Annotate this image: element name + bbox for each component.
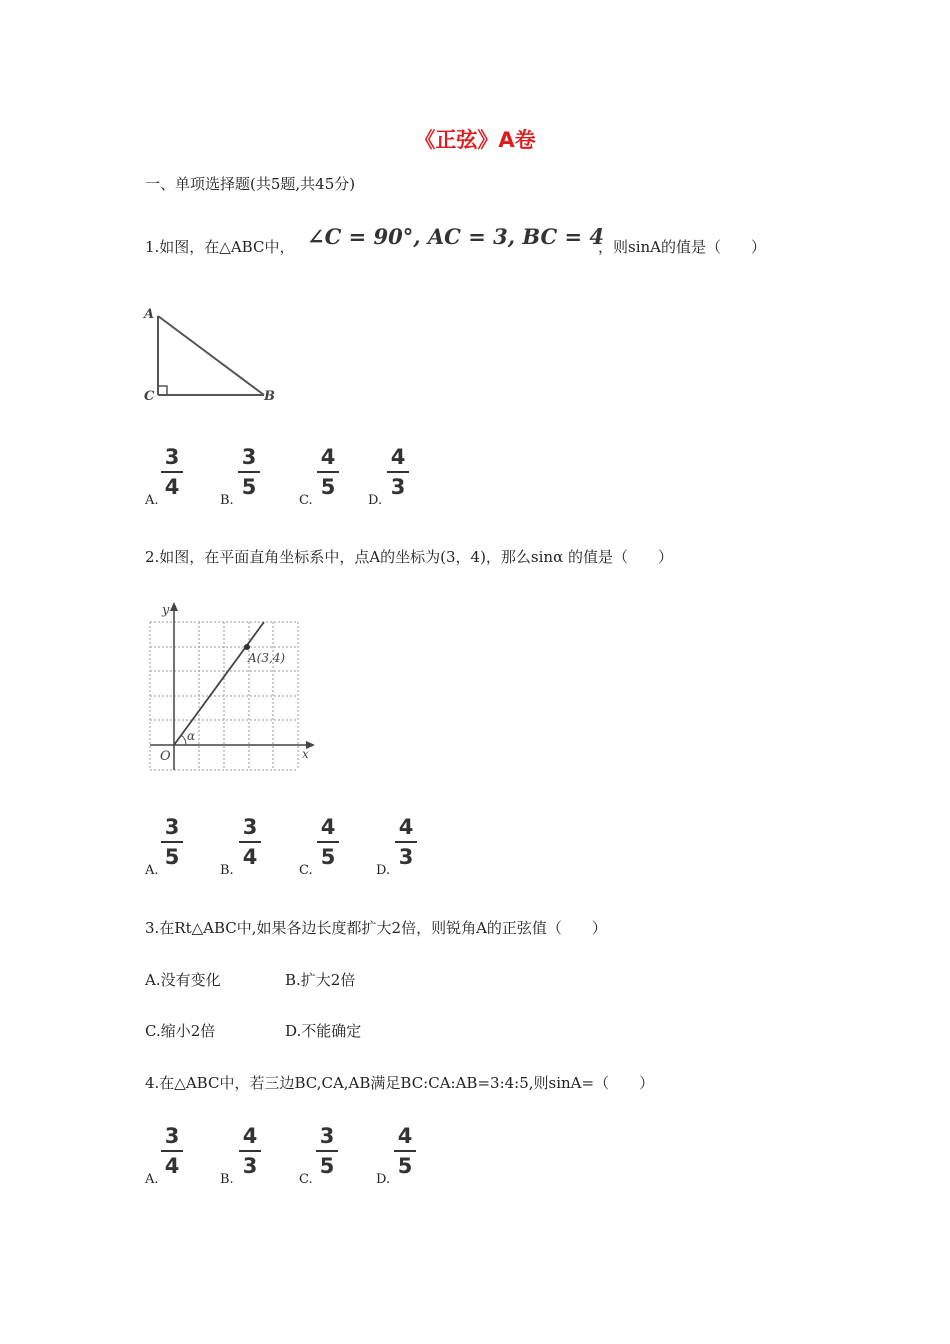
q1-option-a-fraction[interactable]: 3 4 bbox=[159, 446, 185, 498]
page-title: 《正弦》A卷 bbox=[414, 128, 536, 152]
triangle-figure bbox=[140, 302, 280, 408]
q1-option-b-fraction[interactable]: 3 5 bbox=[236, 446, 262, 498]
q2-option-b-fraction[interactable]: 3 4 bbox=[237, 816, 263, 868]
question-1-math: ∠C = 90°, AC = 3, BC = 4 bbox=[307, 224, 605, 249]
q4-option-d-fraction[interactable]: 4 5 bbox=[392, 1125, 418, 1177]
x-axis-label: x bbox=[302, 747, 309, 761]
q1-option-a-letter[interactable]: A. bbox=[145, 493, 159, 508]
vertex-label-c: C bbox=[144, 389, 155, 404]
q3-option-b[interactable]: B.扩大2倍 bbox=[285, 971, 356, 989]
vertex-label-a: A bbox=[144, 307, 155, 322]
q4-option-c-letter[interactable]: C. bbox=[299, 1172, 313, 1187]
q2-option-d-fraction[interactable]: 4 3 bbox=[393, 816, 419, 868]
y-axis-label: y bbox=[162, 603, 170, 618]
q4-option-a-fraction[interactable]: 3 4 bbox=[159, 1125, 185, 1177]
alpha-label: α bbox=[187, 729, 196, 743]
question-1-prefix: 1.如图，在△ABC中， bbox=[145, 238, 295, 256]
q2-option-b-letter[interactable]: B. bbox=[220, 863, 234, 878]
question-2-text: 2.如图，在平面直角坐标系中，点A的坐标为(3，4)，那么sinα 的值是（ ） bbox=[145, 548, 673, 566]
q2-option-a-letter[interactable]: A. bbox=[145, 863, 159, 878]
q2-option-c-letter[interactable]: C. bbox=[299, 863, 313, 878]
q4-option-d-letter[interactable]: D. bbox=[376, 1172, 391, 1187]
q1-option-d-fraction[interactable]: 4 3 bbox=[385, 446, 411, 498]
q3-option-c[interactable]: C.缩小2倍 bbox=[145, 1022, 216, 1040]
vertex-label-b: B bbox=[264, 389, 275, 404]
q1-option-c-letter[interactable]: C. bbox=[299, 493, 313, 508]
question-4-text: 4.在△ABC中，若三边BC,CA,AB满足BC:CA:AB=3:4:5,则sinA=（ ） bbox=[145, 1074, 655, 1092]
origin-label: O bbox=[160, 749, 171, 764]
question-1-suffix: ，则sinA的值是（ ） bbox=[598, 238, 766, 256]
q4-option-b-letter[interactable]: B. bbox=[220, 1172, 234, 1187]
q4-option-c-fraction[interactable]: 3 5 bbox=[314, 1125, 340, 1177]
q1-option-c-fraction[interactable]: 4 5 bbox=[315, 446, 341, 498]
question-3-text: 3.在Rt△ABC中,如果各边长度都扩大2倍，则锐角A的正弦值（ ） bbox=[145, 919, 607, 937]
q3-option-d[interactable]: D.不能确定 bbox=[285, 1022, 362, 1040]
section-heading: 一、单项选择题(共5题,共45分) bbox=[145, 175, 356, 193]
q1-option-d-letter[interactable]: D. bbox=[368, 493, 383, 508]
point-a-label: A(3,4) bbox=[248, 651, 286, 665]
q2-option-c-fraction[interactable]: 4 5 bbox=[315, 816, 341, 868]
q2-option-a-fraction[interactable]: 3 5 bbox=[159, 816, 185, 868]
q1-option-b-letter[interactable]: B. bbox=[220, 493, 234, 508]
coordinate-figure bbox=[140, 598, 320, 776]
q4-option-a-letter[interactable]: A. bbox=[145, 1172, 159, 1187]
q4-option-b-fraction[interactable]: 4 3 bbox=[237, 1125, 263, 1177]
q3-option-a[interactable]: A.没有变化 bbox=[145, 971, 221, 989]
q2-option-d-letter[interactable]: D. bbox=[376, 863, 391, 878]
